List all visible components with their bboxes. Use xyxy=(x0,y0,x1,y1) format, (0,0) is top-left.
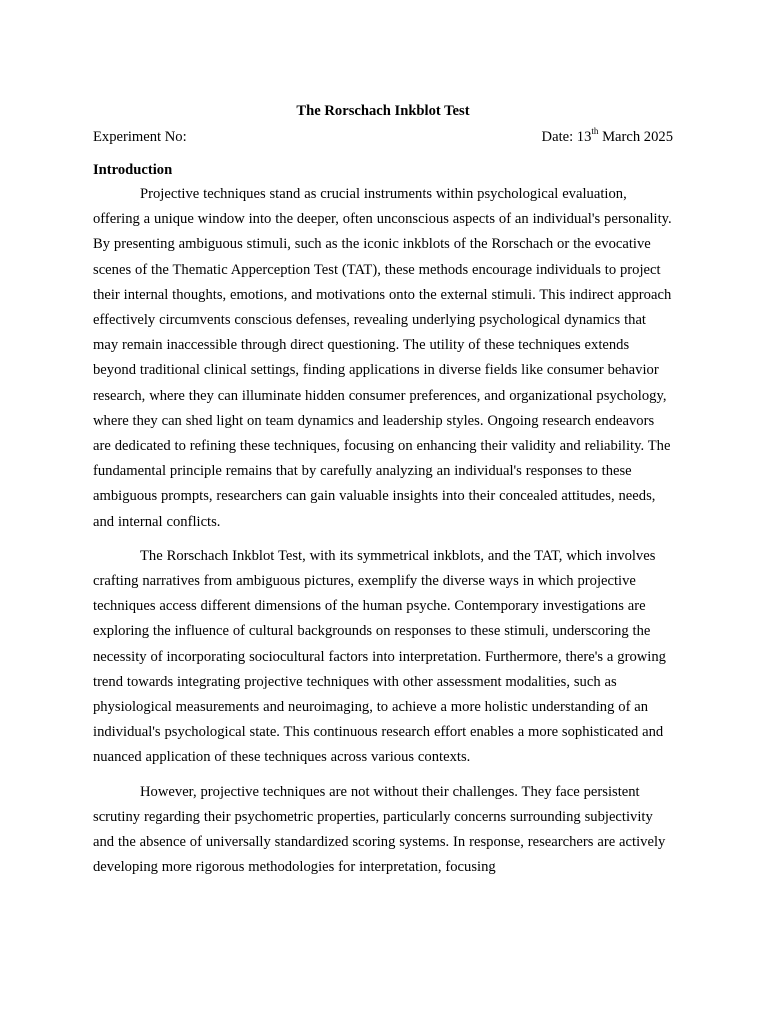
paragraph-2: The Rorschach Inkblot Test, with its symmetrical inkblots, and the TAT, which involves crafting narratives from ambiguous pictures, exemplify the diverse ways in which projective techniques access different dimensions of the human psyche. Contemporary investigations are exploring the influence of cultural backgrounds on responses to these stimuli, underscoring the necessity of incorporating sociocultural factors into interpretation. Furthermore, there's a growing trend towards integrating projective techniques with other assessment modalities, such as physiological measurements and neuroimaging, to achieve a more holistic understanding of an individual's psychological state. This continuous research effort enables a more sophisticated and nuanced application of these techniques across various contexts. xyxy=(93,547,666,766)
document-title: The Rorschach Inkblot Test xyxy=(296,103,470,119)
experiment-number-label: Experiment No: xyxy=(93,129,187,145)
meta-row xyxy=(93,125,673,149)
experiment-date xyxy=(542,125,673,149)
date-month-year: March 2025 xyxy=(598,129,673,145)
date-prefix: Date: 13 xyxy=(541,129,592,145)
date-ordinal-suffix: th xyxy=(591,126,599,137)
section-heading-introduction: Introduction xyxy=(93,162,173,178)
paragraph-3: However, projective techniques are not without their challenges. They face persistent scrutiny regarding their psychometric properties, particularly concerns surrounding subjectivity and the absence of universally standardized scoring systems. In response, researchers are actively developing more rigorous methodologies for interpretation, focusing xyxy=(93,783,666,876)
document-body xyxy=(93,101,673,889)
paragraph-1: Projective techniques stand as crucial instruments within psychological evaluation, offering a unique window into the deeper, often unconscious aspects of an individual's personality. By presenting ambiguous stimuli, such as the iconic inkblots of the Rorschach or the evocative scenes of the Thematic Apperception Test (TAT), these methods encourage individuals to project their internal thoughts, emotions, and motivations onto the external stimuli. This indirect approach effectively circumvents conscious defenses, revealing underlying psychological dynamics that may remain inaccessible through direct questioning. The utility of these techniques extends beyond traditional clinical settings, finding applications in diverse fields like consumer behavior research, where they can illuminate hidden consumer preferences, and organizational psychology, where they can shed light on team dynamics and leadership styles. Ongoing research endeavors are dedicated to refining these techniques, focusing on enhancing their validity and reliability. The fundamental principle remains that by carefully analyzing an individual's responses to these ambiguous prompts, researchers can gain valuable insights into their concealed attitudes, needs, and internal conflicts. xyxy=(93,186,672,530)
